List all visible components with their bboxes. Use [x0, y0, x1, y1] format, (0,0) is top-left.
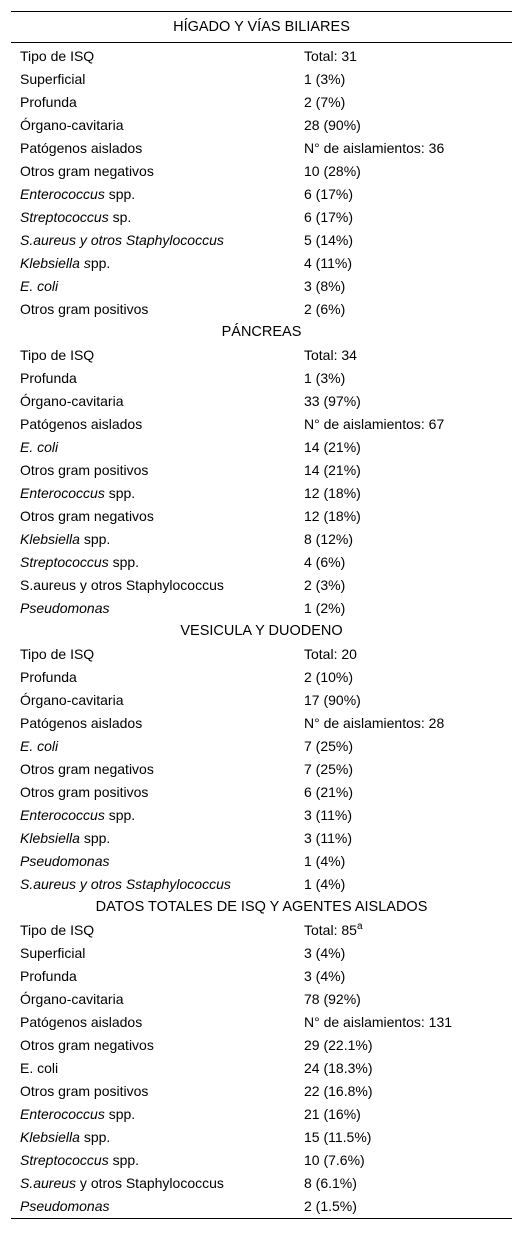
row-value: 3 (4%)	[304, 968, 346, 984]
row-value: 8 (12%)	[304, 531, 354, 547]
table-row	[11, 574, 512, 597]
row-value: 2 (7%)	[304, 94, 346, 110]
row-value: 22 (16.8%)	[304, 1083, 373, 1099]
table-row	[11, 229, 512, 252]
row-value: 2 (3%)	[304, 577, 346, 593]
table-row	[11, 505, 512, 528]
row-value: 1 (4%)	[304, 876, 346, 892]
row-value: 3 (4%)	[304, 945, 346, 961]
table-row	[11, 528, 512, 551]
row-label: Otros gram positivos	[20, 301, 149, 317]
table-row	[11, 68, 512, 91]
row-label: E. coli	[20, 278, 59, 294]
row-value: 14 (21%)	[304, 462, 361, 478]
table-row	[11, 988, 512, 1011]
table-row	[11, 873, 512, 896]
isq-table	[11, 11, 512, 1219]
row-label: S.aureus y otros Staphylococcus	[20, 232, 224, 248]
section-heading: VESICULA Y DUODENO	[180, 623, 343, 639]
row-value: 10 (7.6%)	[304, 1152, 365, 1168]
table-row	[11, 919, 512, 942]
table-row	[11, 827, 512, 850]
row-label: E. coli	[20, 1060, 59, 1076]
row-label: Pseudomonas	[20, 853, 110, 869]
row-label: Otros gram negativos	[20, 163, 154, 179]
table-row	[11, 781, 512, 804]
table-row	[11, 804, 512, 827]
row-label: E. coli	[20, 439, 59, 455]
table-row	[11, 643, 512, 666]
row-value: 24 (18.3%)	[304, 1060, 373, 1076]
row-value: 17 (90%)	[304, 692, 361, 708]
row-value: 6 (17%)	[304, 209, 354, 225]
row-label: Pseudomonas	[20, 1198, 110, 1214]
row-label: Klebsiella spp.	[20, 531, 111, 547]
row-label: Patógenos aislados	[20, 140, 143, 156]
row-value: 15 (11.5%)	[304, 1129, 372, 1145]
table-row	[11, 666, 512, 689]
row-label: Otros gram negativos	[20, 508, 154, 524]
table-row	[11, 482, 512, 505]
row-label: Otros gram positivos	[20, 784, 149, 800]
row-label: Órgano-cavitaria	[20, 393, 124, 409]
row-value: Total: 31	[304, 48, 357, 64]
row-label: Otros gram negativos	[20, 761, 154, 777]
table-row	[11, 1149, 512, 1172]
row-value: 2 (10%)	[304, 669, 354, 685]
row-label: Klebsiella spp.	[20, 255, 111, 271]
table-row	[11, 1011, 512, 1034]
row-label: Profunda	[20, 968, 77, 984]
row-label: Enterococcus spp.	[20, 485, 136, 501]
table-row	[11, 758, 512, 781]
table-row	[11, 45, 512, 68]
row-value: 10 (28%)	[304, 163, 361, 179]
table-row	[11, 1195, 512, 1218]
row-value: 1 (4%)	[304, 853, 346, 869]
table-row	[11, 390, 512, 413]
table-section	[11, 620, 512, 896]
row-label: Profunda	[20, 669, 77, 685]
table-section	[11, 43, 512, 321]
table-row	[11, 114, 512, 137]
row-label: S.aureus y otros Sstaphylococcus	[20, 876, 231, 892]
row-label: Klebsiella spp.	[20, 1129, 111, 1145]
row-label: Profunda	[20, 94, 77, 110]
row-label: Enterococcus spp.	[20, 807, 136, 823]
row-value: 28 (90%)	[304, 117, 361, 133]
row-value: Total: 34	[304, 347, 357, 363]
row-value: 2 (6%)	[304, 301, 346, 317]
row-label: Patógenos aislados	[20, 416, 143, 432]
table-row	[11, 689, 512, 712]
table-row	[11, 965, 512, 988]
row-label: Otros gram positivos	[20, 462, 149, 478]
table-row	[11, 1057, 512, 1080]
row-value: 3 (11%)	[304, 830, 352, 846]
table-row	[11, 551, 512, 574]
table-row	[11, 91, 512, 114]
row-value: 33 (97%)	[304, 393, 361, 409]
row-label: Patógenos aislados	[20, 1014, 143, 1030]
row-label: Órgano-cavitaria	[20, 991, 124, 1007]
row-value: 7 (25%)	[304, 761, 354, 777]
row-label: Otros gram positivos	[20, 1083, 149, 1099]
row-label: Pseudomonas	[20, 600, 110, 616]
row-value: 3 (11%)	[304, 807, 352, 823]
table-row	[11, 160, 512, 183]
table-row	[11, 1103, 512, 1126]
table-row	[11, 735, 512, 758]
row-label: Superficial	[20, 71, 86, 87]
table-row	[11, 1080, 512, 1103]
row-label: Tipo de ISQ	[20, 646, 95, 662]
row-value: 29 (22.1%)	[304, 1037, 373, 1053]
section-heading: PÁNCREAS	[221, 324, 302, 340]
row-value: 1 (2%)	[304, 600, 346, 616]
table-row	[11, 206, 512, 229]
table-row	[11, 436, 512, 459]
row-value: 78 (92%)	[304, 991, 361, 1007]
row-label: Streptococcus spp.	[20, 1152, 140, 1168]
table-row	[11, 459, 512, 482]
row-value: 1 (3%)	[304, 370, 346, 386]
table-row	[11, 1034, 512, 1057]
row-label: Enterococcus spp.	[20, 1106, 136, 1122]
row-value: N° de aislamientos: 67	[304, 416, 445, 432]
row-value: 21 (16%)	[304, 1106, 361, 1122]
row-value: 1 (3%)	[304, 71, 346, 87]
table-row	[11, 137, 512, 160]
row-value: N° de aislamientos: 36	[304, 140, 445, 156]
table-row	[11, 367, 512, 390]
table-row	[11, 183, 512, 206]
table-row	[11, 252, 512, 275]
row-label: Órgano-cavitaria	[20, 117, 124, 133]
row-value: 14 (21%)	[304, 439, 361, 455]
row-label: Patógenos aislados	[20, 715, 143, 731]
table-row	[11, 344, 512, 367]
row-value: Total: 20	[304, 646, 357, 662]
row-label: Superficial	[20, 945, 86, 961]
row-value: 5 (14%)	[304, 232, 354, 248]
table-row	[11, 298, 512, 321]
row-value: 12 (18%)	[304, 508, 361, 524]
table-body	[11, 43, 512, 1218]
row-value: 8 (6.1%)	[304, 1175, 357, 1191]
table-row	[11, 850, 512, 873]
row-value: 4 (6%)	[304, 554, 346, 570]
table-caption: HÍGADO Y VÍAS BILIARES	[11, 12, 512, 43]
table-row	[11, 597, 512, 620]
table-row	[11, 413, 512, 436]
row-value: N° de aislamientos: 131	[304, 1014, 453, 1030]
row-label: Tipo de ISQ	[20, 48, 95, 64]
row-label: Tipo de ISQ	[20, 922, 95, 938]
row-label: S.aureus y otros Staphylococcus	[20, 1175, 224, 1191]
row-value: 12 (18%)	[304, 485, 361, 501]
row-label: E. coli	[20, 738, 59, 754]
table-row	[11, 942, 512, 965]
row-value: 7 (25%)	[304, 738, 354, 754]
row-value: N° de aislamientos: 28	[304, 715, 445, 731]
table-section	[11, 896, 512, 1218]
row-label: Otros gram negativos	[20, 1037, 154, 1053]
row-label: Órgano-cavitaria	[20, 692, 124, 708]
row-label: Enterococcus spp.	[20, 186, 136, 202]
row-value: 2 (1.5%)	[304, 1198, 357, 1214]
row-value: 6 (17%)	[304, 186, 354, 202]
table-row	[11, 712, 512, 735]
row-label: Tipo de ISQ	[20, 347, 95, 363]
row-label: Streptococcus spp.	[20, 554, 140, 570]
row-value: Total: 85$^a$	[304, 921, 363, 938]
row-value: 6 (21%)	[304, 784, 354, 800]
row-label: Profunda	[20, 370, 77, 386]
footnote-marker: a	[356, 921, 363, 932]
table-row	[11, 1172, 512, 1195]
row-label: S.aureus y otros Staphylococcus	[20, 577, 224, 593]
table-row	[11, 1126, 512, 1149]
section-heading: DATOS TOTALES DE ISQ Y AGENTES AISLADOS	[95, 899, 428, 915]
row-label: Klebsiella spp.	[20, 830, 111, 846]
row-value: 3 (8%)	[304, 278, 346, 294]
row-value: 4 (11%)	[304, 255, 352, 271]
row-label: Streptococcus sp.	[20, 209, 132, 225]
table-row	[11, 275, 512, 298]
table-section	[11, 321, 512, 620]
